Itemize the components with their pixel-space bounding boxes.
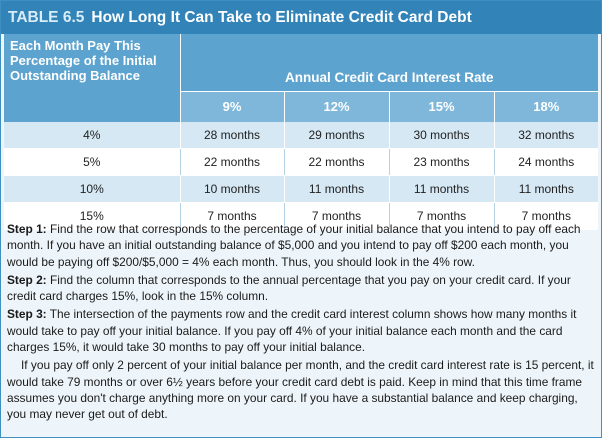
table-cell: 10 months xyxy=(180,176,284,203)
step-2-label: Step 2: xyxy=(7,272,47,287)
table-cell: 22 months xyxy=(180,149,284,176)
table-cell: 11 months xyxy=(494,176,598,203)
step-2-text: Find the column that corresponds to the annual percentage that you pay on your credit card. If your credit card charges 15%, look in the 15% column. xyxy=(7,272,571,304)
table-cell: 11 months xyxy=(389,176,494,203)
row-percentage: 4% xyxy=(4,122,180,149)
step-3-label: Step 3: xyxy=(7,307,47,322)
row-header-label: Each Month Pay This Percentage of the Initial Outstanding Balance xyxy=(4,34,180,122)
row-percentage: 15% xyxy=(4,203,180,230)
instructions xyxy=(7,221,597,425)
interest-rate-header: Annual Credit Card Interest Rate xyxy=(180,34,598,91)
table-cell: 28 months xyxy=(180,122,284,149)
column-header-18: 18% xyxy=(494,91,598,122)
table-title-bar xyxy=(1,1,601,34)
table-row xyxy=(4,176,598,203)
table-cell: 24 months xyxy=(494,149,598,176)
step-1-label: Step 1: xyxy=(7,222,47,236)
table-cell: 7 months xyxy=(284,203,389,230)
table-row xyxy=(4,149,598,176)
table-cell: 7 months xyxy=(389,203,494,230)
row-percentage: 5% xyxy=(4,149,180,176)
table-cell: 22 months xyxy=(284,149,389,176)
step-3-paragraph xyxy=(7,306,597,355)
debt-payoff-table xyxy=(4,34,598,230)
table-cell: 7 months xyxy=(180,203,284,230)
table-title: How Long It Can Take to Eliminate Credit Card Debt xyxy=(91,8,472,26)
column-header-15: 15% xyxy=(389,91,494,122)
table-cell: 11 months xyxy=(284,176,389,203)
step-1-paragraph xyxy=(7,221,597,270)
table-cell: 7 months xyxy=(494,203,598,230)
table-cell: 30 months xyxy=(389,122,494,149)
closing-paragraph: If you pay off only 2 percent of your initial balance per month, and the credit card interest rate is 15 percent, it would take 79 months or over 6½ years before your credit card debt is paid. Keep in mind that this time frame assumes you don't charge anything more on your card. If you have a substantial balance and keep charging, you may never get out of debt. xyxy=(7,358,594,422)
table-cell: 32 months xyxy=(494,122,598,149)
table-cell: 23 months xyxy=(389,149,494,176)
column-header-9: 9% xyxy=(180,91,284,122)
step-1-text: Find the row that corresponds to the percentage of your initial balance that you intend to pay off each month. If you have an initial outstanding balance of $5,000 and you intend to pay off $200 each month, you would be paying off $200/$5,000 = 4% each month. Thus, you should look in the 4% row. xyxy=(7,222,581,269)
table-number: TABLE 6.5 xyxy=(8,8,85,26)
step-3-text: The intersection of the payments row and the credit card interest column shows how many months it would take to pay off your initial balance. If you pay off 4% of your initial balance each month and the card charges 15%, it would take 30 months to pay off your initial balance. xyxy=(7,307,577,355)
column-header-12: 12% xyxy=(284,91,389,122)
table-row xyxy=(4,122,598,149)
row-percentage: 10% xyxy=(4,176,180,203)
table-cell: 29 months xyxy=(284,122,389,149)
step-2-paragraph xyxy=(7,272,597,305)
